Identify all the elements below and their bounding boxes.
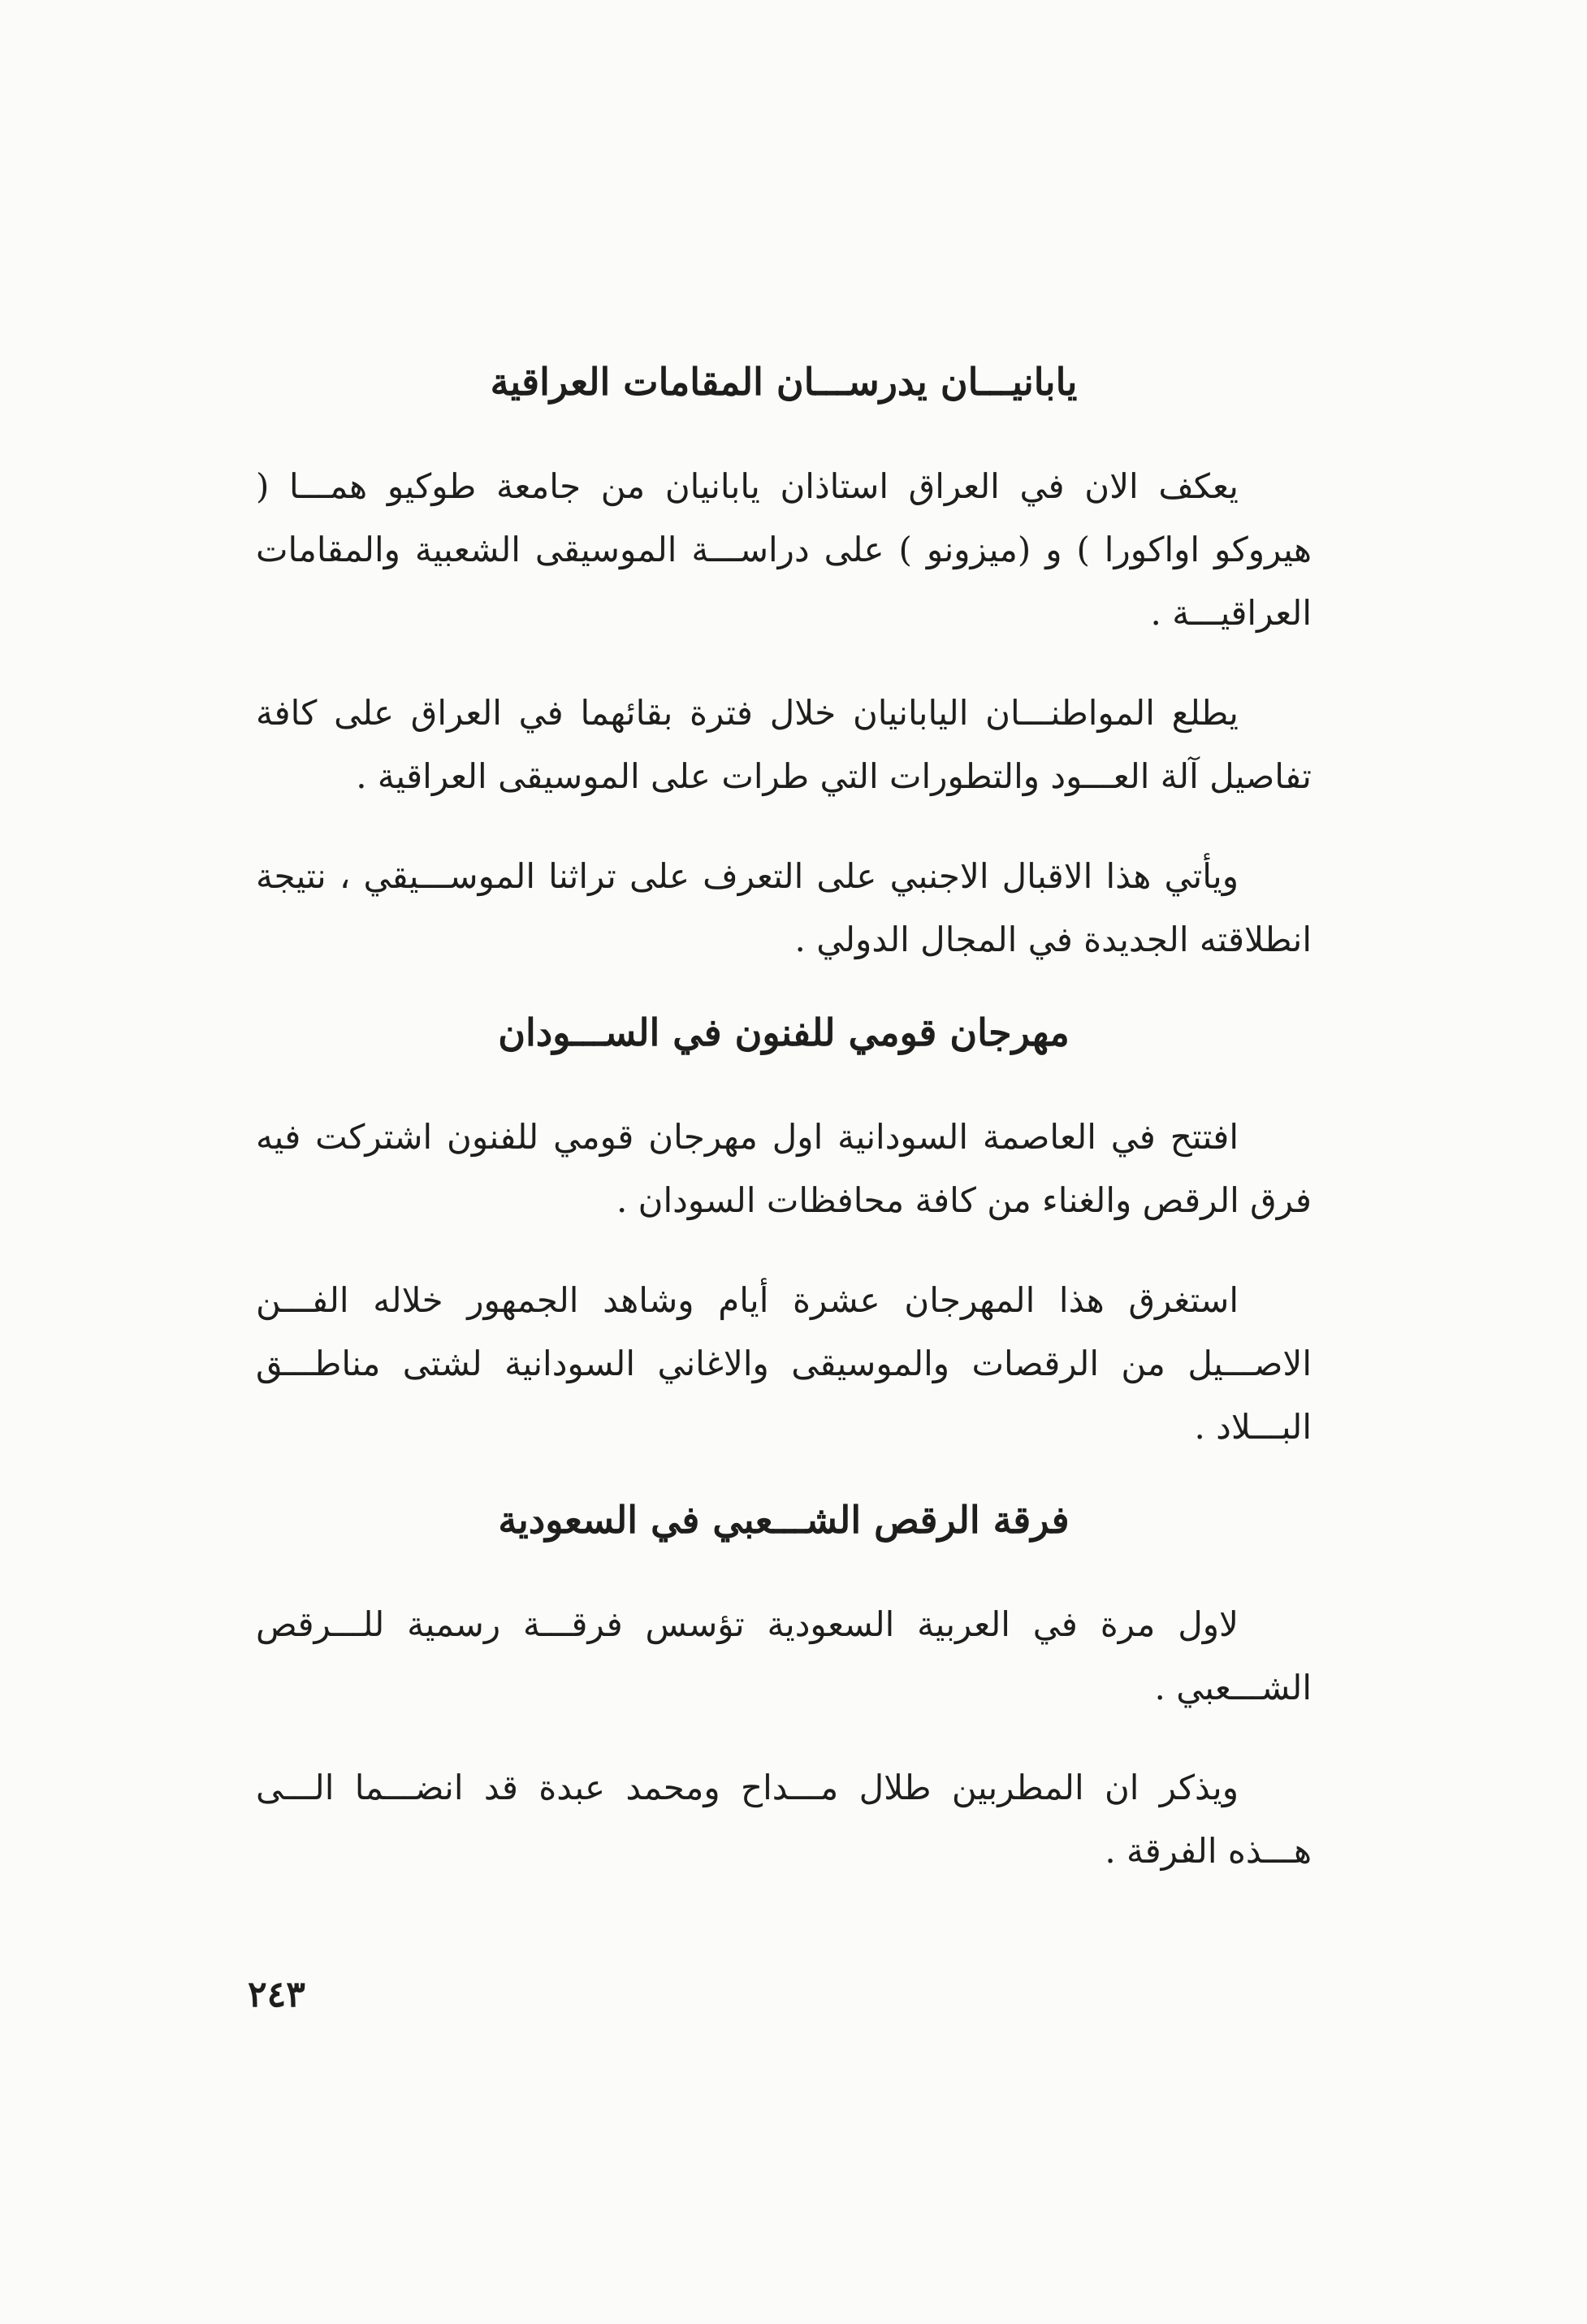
article-paragraph: افتتح في العاصمة السودانية اول مهرجان قومي للفنون اشتركت فيه فرق الرقص والغناء من كافة محافظات السودان . [256,1117,1312,1220]
article-saudi-dance-troupe [256,1495,1312,1883]
article-japanese-scholars [256,357,1312,972]
article-paragraph: يعكف الان في العراق استاذان يابانيان من جامعة طوكيو همـــا ( هيروكو اواكورا ) و (ميزونو ) على دراســـة الموسيقى الشعبية والمقامات العراقيـــة . [256,466,1312,633]
article-paragraph: لاول مرة في العربية السعودية تؤسس فرقـــة رسمية للـــرقص الشـــعبي . [256,1604,1312,1707]
article-paragraph: استغرق هذا المهرجان عشرة أيام وشاهد الجمهور خلاله الفـــن الاصـــيل من الرقصات والموسيقى والاغاني السودانية لشتى مناطـــق البـــلاد . [256,1280,1312,1447]
article-heading: فرقة الرقص الشـــعبي في السعودية [498,1498,1070,1542]
article-paragraph: ويذكر ان المطربين طلال مـــداح ومحمد عبدة قد انضـــما الـــى هـــذه الفرقة . [256,1768,1312,1871]
article-sudan-festival [256,1008,1312,1459]
article-heading: مهرجان قومي للفنون في الســـودان [498,1011,1070,1054]
article-heading: يابانيـــان يدرســـان المقامات العراقية [490,360,1078,404]
page-content [256,357,1312,1919]
page-number: ٢٤٣ [248,1974,305,2015]
article-paragraph: يطلع المواطنـــان اليابانيان خلال فترة بقائهما في العراق على كافة تفاصيل آلة العـــود والتطورات التي طرات على الموسيقى العراقية . [256,693,1312,796]
article-paragraph: ويأتي هذا الاقبال الاجنبي على التعرف على تراثنا الموســـيقي ، نتيجة انطلاقته الجديدة في المجال الدولي . [256,856,1312,959]
